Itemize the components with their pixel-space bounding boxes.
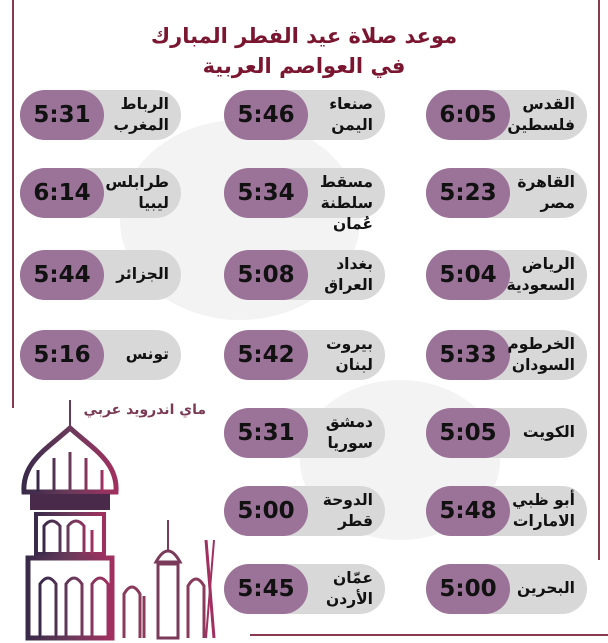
prayer-time: 6:14 <box>20 168 104 218</box>
city-name: طرابلس ليبيا <box>105 173 169 212</box>
city-name: القدس فلسطين <box>507 95 575 134</box>
city-card <box>20 330 181 380</box>
city-card <box>224 408 385 458</box>
city-name: تونس <box>125 345 169 363</box>
city-card <box>224 330 385 380</box>
frame-line-bottom <box>250 634 608 636</box>
prayer-time: 5:34 <box>224 168 308 218</box>
city-name: الدوحة قطر <box>322 491 373 530</box>
city-card <box>224 90 385 140</box>
city-name: مسقط سلطنة عُمان <box>319 173 373 233</box>
prayer-time: 5:16 <box>20 330 104 380</box>
watermark-text: ماي اندرويد عربي <box>83 402 206 418</box>
city-name: الجزائر <box>116 265 169 283</box>
city-name: القاهرة مصر <box>517 173 575 212</box>
city-card <box>426 564 587 614</box>
city-name: بيروت لبنان <box>326 335 373 374</box>
city-card <box>224 250 385 300</box>
prayer-time: 5:08 <box>224 250 308 300</box>
city-name: دمشق سوريا <box>325 413 373 452</box>
page-title: موعد صلاة عيد الفطر المبارك <box>150 24 458 48</box>
city-card <box>224 486 385 536</box>
city-card <box>426 168 587 218</box>
prayer-time: 5:46 <box>224 90 308 140</box>
city-name: الرياض السعودية <box>506 255 575 294</box>
prayer-time: 5:04 <box>426 250 510 300</box>
prayer-time: 5:31 <box>224 408 308 458</box>
city-card <box>20 90 181 140</box>
city-card <box>20 250 181 300</box>
prayer-time: 5:31 <box>20 90 104 140</box>
city-card <box>426 408 587 458</box>
city-card <box>426 90 587 140</box>
prayer-time: 5:05 <box>426 408 510 458</box>
city-name: عمّان الأردن <box>326 569 373 608</box>
city-card <box>224 168 385 233</box>
frame-line-right <box>598 0 600 560</box>
prayer-time: 5:44 <box>20 250 104 300</box>
city-name: صنعاء اليمن <box>329 95 373 134</box>
city-card <box>20 168 181 218</box>
city-name: الرباط المغرب <box>113 95 169 134</box>
city-name: البحرين <box>516 579 575 597</box>
prayer-time: 5:00 <box>426 564 510 614</box>
page-subtitle: في العواصم العربية <box>202 54 406 78</box>
prayer-time: 5:45 <box>224 564 308 614</box>
prayer-time: 6:05 <box>426 90 510 140</box>
prayer-time: 5:48 <box>426 486 510 536</box>
city-card <box>426 330 587 380</box>
prayer-time: 5:00 <box>224 486 308 536</box>
prayer-time: 5:23 <box>426 168 510 218</box>
city-name: أبو ظبي الامارات <box>512 491 575 530</box>
city-card <box>224 564 385 614</box>
prayer-time: 5:42 <box>224 330 308 380</box>
city-name: بغداد العراق <box>324 255 373 294</box>
city-card <box>426 250 587 300</box>
prayer-time: 5:33 <box>426 330 510 380</box>
city-name: الكويت <box>522 423 575 441</box>
city-name: الخرطوم السودان <box>507 335 575 374</box>
city-card <box>426 486 587 536</box>
mosque-illustration <box>8 400 228 640</box>
